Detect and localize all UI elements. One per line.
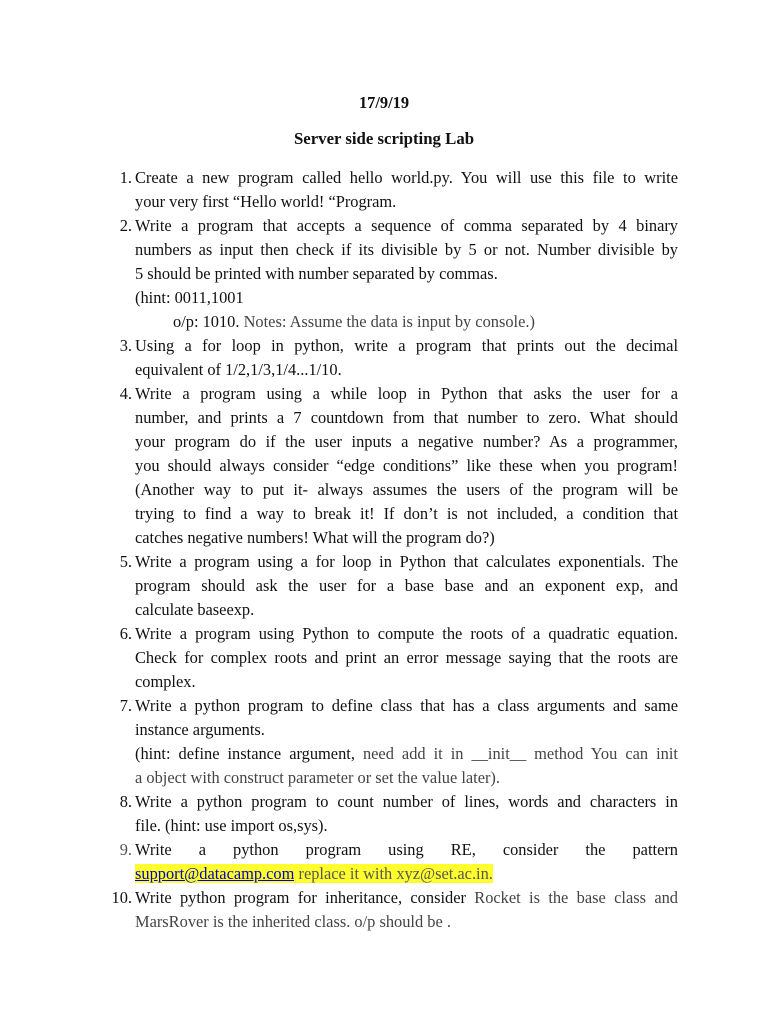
item-text: Using a for loop in python, write a program that prints out the decimal	[135, 336, 678, 355]
list-item	[102, 214, 678, 334]
item-number: 4.	[119, 384, 132, 403]
item-text: MarsRover is the inherited class. o/p should be .	[135, 912, 451, 931]
list-item	[102, 622, 678, 694]
item-text-rest: Rocket is the base class and	[474, 888, 678, 907]
list-item	[102, 886, 678, 934]
hint-rest: need add it in __init__ method You can init	[362, 744, 678, 763]
item-text: you should always consider “edge conditions” like these when you program!	[135, 456, 678, 475]
item-text: Write a python program using RE, consider the pattern	[135, 840, 678, 859]
item-text: your very first “Hello world! “Program.	[135, 192, 397, 211]
output-note: Notes: Assume the data is input by console.)	[243, 312, 535, 331]
item-text: (Another way to put it- always assumes the users of the program will be	[135, 480, 678, 499]
list-item	[102, 694, 678, 790]
item-number: 6.	[119, 624, 132, 643]
item-number: 1.	[119, 168, 132, 187]
item-output-line	[135, 310, 678, 334]
item-text: numbers as input then check if its divisible by 5 or not. Number divisible by	[135, 240, 678, 259]
item-text: calculate baseexp.	[135, 600, 255, 619]
item-text: complex.	[135, 672, 196, 691]
item-text: your program do if the user inputs a negative number? As a programmer,	[135, 432, 678, 451]
item-text: Write a program using a for loop in Python that calculates exponentials. The	[135, 552, 678, 571]
item-number: 10.	[111, 888, 132, 907]
item-text: program should ask the user for a base base and an exponent exp, and	[135, 576, 678, 595]
list-item	[102, 334, 678, 382]
replace-text: replace it with xyz@set.ac.in.	[294, 864, 493, 883]
item-text: Create a new program called hello world.py. You will use this file to write	[135, 168, 678, 187]
email-link[interactable]: support@datacamp.com	[135, 864, 295, 883]
item-number: 3.	[119, 336, 132, 355]
item-text-line	[135, 886, 678, 910]
item-text: trying to find a way to break it! If don’t is not included, a condition that	[135, 504, 678, 523]
list-item	[102, 790, 678, 838]
item-text: equivalent of 1/2,1/3,1/4...1/10.	[135, 360, 342, 379]
item-highlight-line	[135, 862, 678, 886]
item-text: Write a program using a while loop in Python that asks the user for a	[135, 384, 678, 403]
item-number: 9.	[119, 840, 132, 859]
item-text: Check for complex roots and print an error message saying that the roots are	[135, 648, 678, 667]
list-item	[102, 838, 678, 886]
list-item	[102, 382, 678, 550]
item-text: Write a program that accepts a sequence of comma separated by 4 binary	[135, 216, 678, 235]
item-text: file. (hint: use import os,sys).	[135, 816, 328, 835]
item-text-prefix: Write python program for inheritance, consider	[135, 888, 475, 907]
item-hint-last: a object with construct parameter or set the value later).	[135, 768, 500, 787]
item-hint-line	[135, 742, 678, 766]
list-item	[102, 166, 678, 214]
output-prefix: o/p: 1010.	[173, 312, 244, 331]
item-number: 5.	[119, 552, 132, 571]
list-item	[102, 550, 678, 622]
item-text: 5 should be printed with number separated by commas.	[135, 264, 498, 283]
item-text: Write a python program to count number of lines, words and characters in	[135, 792, 678, 811]
item-text: Write a program using Python to compute the roots of a quadratic equation.	[135, 624, 678, 643]
document-date: 17/9/19	[358, 93, 410, 112]
item-number: 8.	[119, 792, 132, 811]
item-text: catches negative numbers! What will the program do?)	[135, 528, 495, 547]
item-text: (hint: 0011,1001	[135, 288, 244, 307]
item-text: Write a python program to define class that has a class arguments and same	[135, 696, 678, 715]
item-number: 2.	[119, 216, 132, 235]
item-number: 7.	[119, 696, 132, 715]
item-text: number, and prints a 7 countdown from that number to zero. What should	[135, 408, 678, 427]
exercise-list	[102, 166, 678, 934]
item-text: instance arguments.	[135, 720, 265, 739]
document-title: Server side scripting Lab	[293, 129, 475, 148]
hint-prefix: (hint: define instance argument,	[135, 744, 363, 763]
